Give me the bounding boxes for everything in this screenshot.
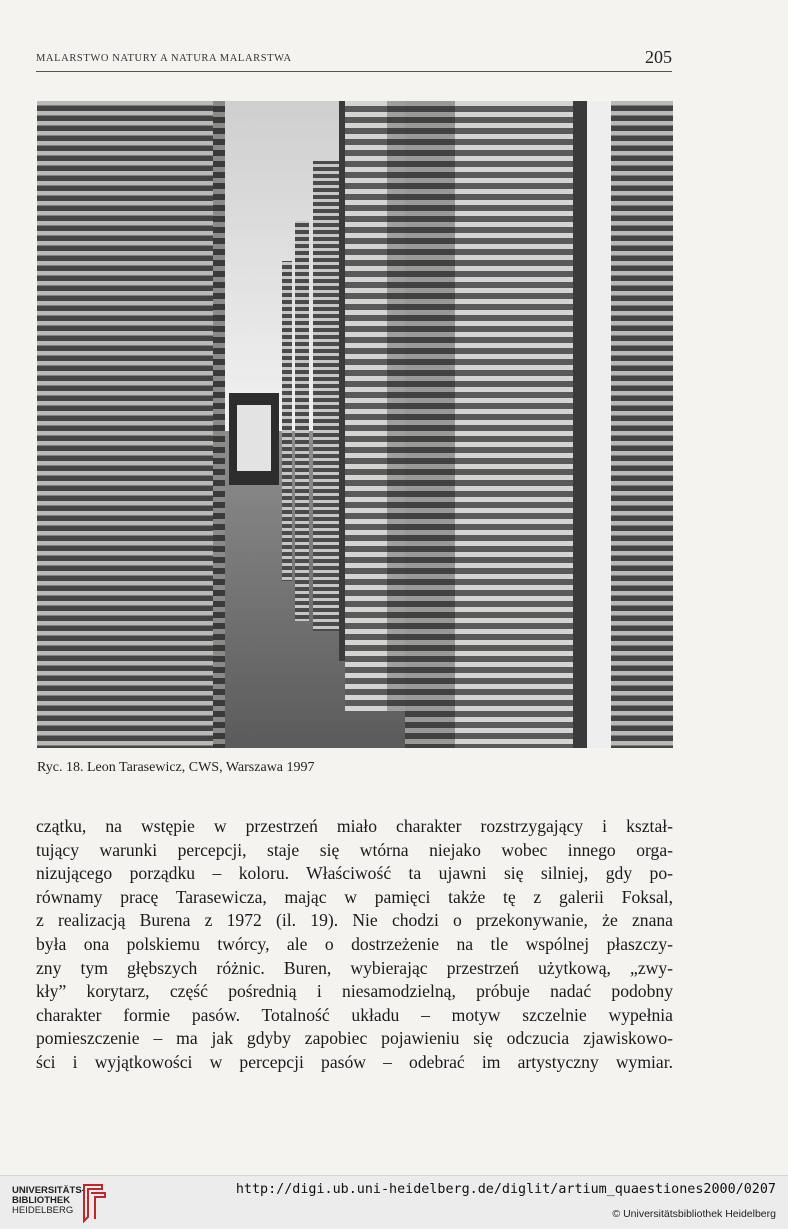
figure-caption: Ryc. 18. Leon Tarasewicz, CWS, Warszawa 1997 xyxy=(37,760,315,775)
text-line: była ona polskiemu twórcy, ale o dostrzeżenie na tle wspólnej płaszczy- xyxy=(36,933,673,954)
text-line: charakter formie pasów. Totalność układu – motyw szczelnie wypełnia xyxy=(36,1004,673,1025)
text-line: nizującego porządku – koloru. Właściwość ta ujawni się silniej, gdy po- xyxy=(36,863,673,884)
text-line: z realizacją Burena z 1972 (il. 19). Nie chodzi o przekonywanie, że znana xyxy=(36,910,673,931)
artwork-photograph xyxy=(37,101,673,748)
page-number: 205 xyxy=(645,47,672,67)
copyright-notice: © Universitätsbibliothek Heidelberg xyxy=(612,1208,776,1220)
digitization-footer xyxy=(0,1175,788,1229)
library-line-3: HEIDELBERG xyxy=(12,1205,74,1216)
text-line: równamy pracę Tarasewicza, mając w pamięci także tę z galerii Foksal, xyxy=(36,886,673,907)
text-line: tujący warunki percepcji, staje się wtórna niejako wobec innego orga- xyxy=(36,839,673,860)
running-header xyxy=(36,49,672,72)
text-line: pomieszczenie – ma jak gdyby zapobiec pojawieniu się odczucia zjawiskowo- xyxy=(36,1028,673,1049)
library-logo-icon xyxy=(78,1181,108,1223)
permalink-url[interactable]: http://digi.ub.uni-heidelberg.de/diglit/artium_quaestiones2000/0207 xyxy=(235,1182,776,1197)
text-line: ści i wyjątkowości w percepcji pasów – odebrać im artystyczny wymiar. xyxy=(36,1051,673,1072)
text-line: kły” korytarz, część pośrednią i niesamodzielną, próbuje nadać podobny xyxy=(36,981,673,1002)
text-line: czątku, na wstępie w przestrzeń miało charakter rozstrzygający i kształ- xyxy=(36,816,673,836)
body-text xyxy=(36,815,673,1075)
library-line-1: UNIVERSITÄTS- xyxy=(12,1185,85,1196)
library-logo-text xyxy=(12,1186,85,1216)
running-title: MALARSTWO NATURY A NATURA MALARSTWA xyxy=(36,53,292,64)
library-line-2: BIBLIOTHEK xyxy=(12,1195,71,1206)
text-line: zny tym głębszych różnic. Buren, wybierając przestrzeń użytkową, „zwy- xyxy=(36,957,673,978)
